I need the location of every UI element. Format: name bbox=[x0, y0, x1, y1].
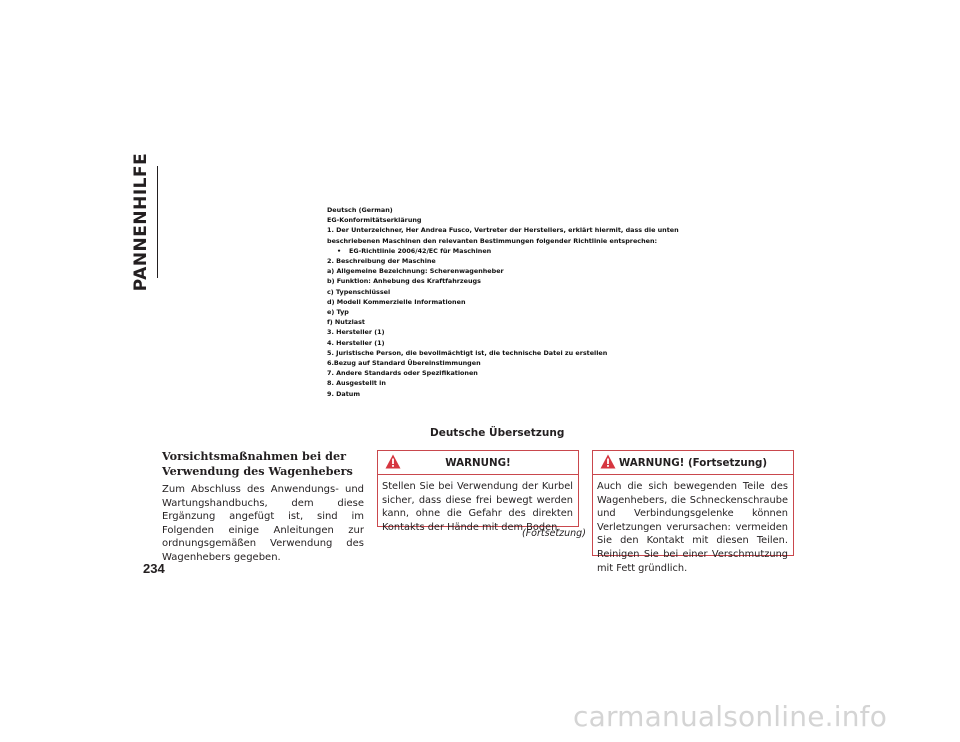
section-tab-label: PANNENHILFE bbox=[131, 152, 151, 292]
declaration-line: e) Typ bbox=[327, 308, 349, 317]
declaration-line: 9. Datum bbox=[327, 389, 360, 398]
figure-caption: Deutsche Übersetzung bbox=[430, 427, 565, 439]
declaration-line: 5. Juristische Person, die bevollmächtigt ist, die technische Datei zu erstellen bbox=[327, 348, 608, 357]
warning-triangle-icon bbox=[385, 454, 401, 469]
declaration-line: b) Funktion: Anhebung des Kraftfahrzeugs bbox=[327, 277, 481, 286]
warning-triangle-icon bbox=[600, 454, 616, 469]
declaration-line: a) Allgemeine Bezeichnung: Scherenwagenheber bbox=[327, 267, 504, 276]
warning-title: WARNUNG! (Fortsetzung) bbox=[618, 456, 768, 469]
page-number: 234 bbox=[143, 561, 165, 576]
warning-header bbox=[378, 451, 578, 475]
declaration-line: • EG-Richtlinie 2006/42/EC für Maschinen bbox=[319, 246, 641, 256]
continued-label: (Fortsetzung) bbox=[522, 528, 586, 539]
section-tab bbox=[128, 152, 154, 292]
body-paragraph: Zum Abschluss des Anwendungs- und Wartungshandbuchs, dem diese Ergänzung angefügt ist, sind im Folgenden einige Anleitungen zur ordnungsgemäßen Verwendung des Wagenhebers gegeben. bbox=[162, 484, 364, 563]
declaration-line: beschriebenen Maschinen den relevanten Bestimmungen folgender Richtlinie entsprechen: bbox=[327, 236, 658, 245]
declaration-line: 4. Hersteller (1) bbox=[327, 338, 385, 347]
watermark: carmanualsonline.info bbox=[573, 700, 888, 733]
declaration-line: 7. Andere Standards oder Spezifikationen bbox=[327, 369, 478, 378]
warning-text: Auch die sich bewegenden Teile des Wagenhebers, die Schneckenschraube und Verbindungsgelenke können Verletzungen verursachen: vermeiden Sie den Kontakt mit diesen Teilen. Reinigen Sie bei einer Verschmutzung mit Fett gründlich. bbox=[597, 481, 788, 574]
declaration-line: 1. Der Unterzeichner, Her Andrea Fusco, Vertreter der Herstellers, erklärt hiermit, dass die unten bbox=[327, 226, 679, 235]
warning-continued-box bbox=[592, 450, 794, 574]
warning-header bbox=[593, 451, 793, 475]
warning-title: WARNUNG! bbox=[445, 456, 511, 469]
section-tab-divider bbox=[157, 166, 158, 278]
section-heading: Vorsichtsmaßnahmen bei der Verwendung des Wagenhebers bbox=[162, 449, 353, 478]
declaration-line: f) Nutzlast bbox=[327, 318, 365, 327]
declaration-line: c) Typenschlüssel bbox=[327, 287, 391, 296]
declaration-line: Deutsch (German) bbox=[327, 206, 393, 214]
declaration-line: 2. Beschreibung der Maschine bbox=[327, 257, 436, 266]
declaration-figure bbox=[319, 205, 679, 398]
warning-box bbox=[377, 450, 579, 533]
declaration-line: 8. Ausgestellt in bbox=[327, 379, 386, 388]
declaration-line: d) Modell Kommerzielle Informationen bbox=[327, 297, 466, 306]
warning-text: Stellen Sie bei Verwendung der Kurbel sicher, dass diese frei bewegt werden kann, ohne die Gefahr des direkten Kontakts der Hände mit dem Boden. bbox=[382, 481, 573, 533]
declaration-text bbox=[319, 205, 679, 399]
declaration-line: EG-Konformitätserklärung bbox=[327, 216, 422, 225]
declaration-line: 3. Hersteller (1) bbox=[327, 328, 385, 337]
declaration-line: 6.Bezug auf Standard Übereinstimmungen bbox=[327, 359, 481, 368]
